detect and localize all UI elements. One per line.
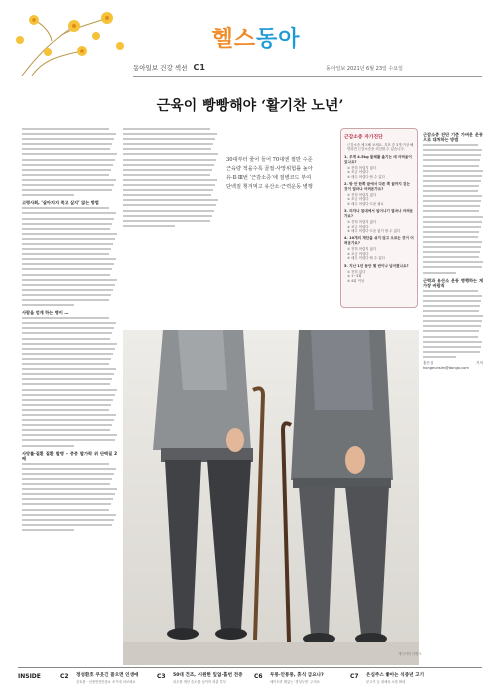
survey-title: 근감소증 자가진단 (344, 135, 383, 140)
text-line (123, 148, 211, 150)
survey-option: ② 조금 어렵다 (347, 197, 369, 202)
text-line (22, 368, 116, 370)
text-line (22, 289, 113, 291)
text-line (22, 473, 114, 475)
text-line (22, 322, 116, 324)
body-text-block (22, 128, 117, 196)
survey-option: ① 전혀 어렵지 않다 (347, 247, 377, 252)
text-line (423, 261, 483, 263)
dateline: 동아일보 2021년 6월 23일 수요일 (326, 66, 403, 72)
text-line (123, 174, 210, 176)
text-line (423, 315, 483, 317)
text-line (22, 419, 114, 421)
text-line (22, 233, 117, 235)
byline: 홍은심 기자 hongeunsim@donga.com (423, 361, 483, 371)
survey-option: ① 전혀 어렵지 않다 (347, 193, 377, 198)
text-line (22, 253, 109, 255)
elderly-couple-photo (123, 330, 419, 665)
text-line (123, 204, 216, 206)
text-line (123, 194, 211, 196)
column-subhead: 사람을 얻게 하는 병이 … (22, 310, 69, 316)
text-line (22, 304, 74, 306)
text-line (423, 144, 478, 146)
deck-line: 30대부터 줄어 들어 70대엔 절반 수준 (226, 157, 313, 163)
inside-item-title: 두통·안통통, 휴식 급요나? (270, 673, 324, 678)
text-line (22, 524, 112, 526)
inside-item-page: C6 (254, 673, 263, 680)
text-line (423, 266, 482, 268)
flower-illustration (12, 6, 132, 76)
text-line (123, 128, 210, 130)
text-line (22, 194, 74, 196)
text-line (423, 241, 482, 243)
inside-item-page: C3 (157, 673, 166, 680)
survey-option: ③ 4회 이상 (347, 278, 365, 283)
text-line (22, 353, 113, 355)
text-line (22, 378, 112, 380)
text-line (423, 246, 481, 248)
text-line (22, 373, 114, 375)
survey-option: ② 조금 어렵다 (347, 251, 369, 256)
masthead-title (196, 22, 316, 53)
text-line (22, 138, 114, 140)
text-line (123, 179, 217, 181)
text-line (22, 363, 109, 365)
text-line (423, 170, 483, 172)
text-line (123, 133, 217, 135)
text-line (423, 195, 482, 197)
text-line (22, 394, 115, 396)
survey-question: 3. 의자나 침대에서 일어나기 얼마나 어려운가요? (344, 209, 414, 219)
text-line (22, 343, 117, 345)
text-line (22, 179, 116, 181)
text-line (22, 317, 109, 319)
text-line (123, 225, 175, 227)
inside-item-title: 은심주스 좋아는 식중년 고기 (366, 673, 425, 678)
text-line (423, 256, 479, 258)
column-subhead: 고령사회, ‘살아지지 죽고 싶지’ 않는 방법 (22, 200, 99, 206)
text-line (423, 190, 478, 192)
survey-option: ① 전혀 어렵지 않다 (347, 165, 377, 170)
text-line (22, 268, 112, 270)
text-line (123, 215, 212, 217)
body-text-block (123, 128, 218, 227)
text-line (22, 184, 114, 186)
text-line (22, 483, 110, 485)
text-line (22, 153, 117, 155)
text-line (22, 383, 110, 385)
deck-line: 근육량 적을수록 골절·사망위험률 높아 (226, 166, 313, 172)
text-line (22, 218, 114, 220)
text-line (423, 205, 480, 207)
text-line (22, 434, 117, 436)
survey-option: ③ 매우 어렵다·할 수 없다 (347, 256, 385, 261)
text-line (22, 463, 109, 465)
text-line (22, 174, 109, 176)
body-text-block (22, 207, 117, 306)
inside-item-title: 50대 건조, 시원한 잎없·흡번 전증 (173, 673, 243, 678)
article-column-2 (123, 128, 218, 328)
text-line (22, 238, 115, 240)
inside-label: INSIDE (18, 673, 41, 680)
body-text-block (22, 317, 117, 446)
survey-option: ② 조금 어렵다 (347, 224, 369, 229)
text-line (22, 299, 109, 301)
survey-option: ③ 매우 어렵다·할 수 없다 (347, 174, 385, 179)
text-line (123, 159, 216, 161)
inside-item-page: C2 (60, 673, 69, 680)
text-line (22, 514, 116, 516)
text-line (423, 175, 482, 177)
text-line (22, 358, 111, 360)
text-line (423, 180, 481, 182)
body-text-block (22, 463, 117, 531)
column-subhead: 근감소증 진단 기준 가벼운 운동으로 대처하는 방법 (423, 132, 483, 143)
inside-item-subtitle: 피우를 개선 습도를 낮이어 외출 부부 (173, 680, 227, 684)
text-line (22, 128, 109, 130)
inside-item-title: 정성환호 쿠웃긴 꼴으면 인생에 (76, 673, 139, 678)
section-label: 동아일보 건강 섹션 (133, 64, 188, 72)
inside-item[interactable] (254, 670, 346, 688)
survey-question: 4. 10개의 계단을 쉬지 않고 오르는 것이 어려운가요? (344, 236, 414, 246)
body-text-block (423, 290, 483, 358)
body-text-block (423, 144, 483, 273)
text-line (22, 164, 113, 166)
deck-line: 단백질 챙겨먹고 유산소·근력운동 병행 (226, 184, 313, 190)
text-line (22, 429, 110, 431)
text-line (22, 332, 112, 334)
section-line (133, 63, 205, 72)
text-line (423, 226, 481, 228)
footer-divider (18, 667, 482, 668)
article-headline: 근육이 빵빵해야 ‘활기찬 노년’ (156, 98, 344, 114)
text-line (22, 404, 111, 406)
inside-item-subtitle: 문고기 등 대체육 시장 확대 (366, 680, 406, 684)
text-line (123, 169, 212, 171)
text-line (22, 212, 116, 214)
survey-option: ① 전혀 어렵지 않다 (347, 220, 377, 225)
text-line (423, 251, 480, 253)
text-line (423, 272, 456, 274)
text-line (22, 439, 115, 441)
inside-item-page: C7 (350, 673, 359, 680)
text-line (22, 509, 109, 511)
text-line (22, 133, 116, 135)
text-line (423, 216, 483, 218)
text-line (423, 200, 481, 202)
text-line (22, 294, 111, 296)
text-line (123, 210, 214, 212)
text-line (22, 258, 116, 260)
text-line (423, 221, 482, 223)
text-line (423, 336, 478, 338)
text-line (22, 389, 117, 391)
survey-option: ③ 매우 어렵다·도움 없이 할 수 없다 (347, 229, 401, 234)
text-line (22, 445, 74, 447)
column-subhead: 근력과 유산소 운동 병행하는 게 가장 바람직 (423, 277, 483, 288)
text-line (22, 248, 111, 250)
text-line (423, 165, 479, 167)
text-line (22, 279, 117, 281)
text-line (22, 207, 109, 209)
text-line (123, 184, 215, 186)
text-line (22, 488, 117, 490)
text-line (22, 338, 110, 340)
text-line (22, 284, 115, 286)
text-line (123, 153, 218, 155)
page-number: C1 (193, 63, 205, 72)
text-line (423, 231, 479, 233)
masthead-divider (133, 76, 482, 77)
inside-item[interactable] (157, 670, 249, 688)
text-line (22, 223, 112, 225)
text-line (423, 356, 456, 358)
text-line (423, 154, 481, 156)
text-line (423, 310, 479, 312)
text-line (22, 498, 113, 500)
text-line (423, 325, 481, 327)
text-line (22, 409, 109, 411)
text-line (423, 210, 479, 212)
text-line (423, 149, 482, 151)
survey-option: ② 1~3회 (347, 274, 362, 279)
text-line (423, 351, 480, 353)
text-line (123, 189, 213, 191)
column-subhead: 사망률·질환 질환 발병 – 중증 발가락 위 단백질 2배 (22, 450, 117, 461)
text-line (423, 320, 482, 322)
text-line (22, 169, 111, 171)
survey-questions (344, 155, 414, 283)
text-line (22, 274, 110, 276)
article-deck (226, 156, 336, 192)
text-line (423, 330, 479, 332)
masthead-suffix: 동아 (256, 27, 301, 52)
survey-option: ① 전혀 없다 (347, 269, 366, 274)
survey-option: ③ 매우 어렵다·도움 필요 (347, 201, 384, 206)
text-line (22, 399, 113, 401)
text-line (423, 341, 482, 343)
text-line (423, 185, 479, 187)
text-line (22, 424, 112, 426)
text-line (123, 143, 213, 145)
text-line (22, 503, 111, 505)
article-column-1 (22, 128, 117, 648)
text-line (423, 305, 480, 307)
inside-item-subtitle: 메이트만 해있는 ‘경성두통’ 주의보 (270, 680, 320, 684)
text-line (22, 348, 115, 350)
survey-intro: 근감소증 체크해 보세요. 지표 중 3개 이상 해당되면 근감소증을 의심할 수 있습니다. (347, 143, 414, 152)
text-line (423, 159, 480, 161)
text-line (123, 164, 214, 166)
text-line (22, 148, 110, 150)
survey-question: 2. 방 안 한쪽 끝에서 다른 쪽 끝까지 걷는 것이 얼마나 어려운가요? (344, 182, 410, 192)
text-line (123, 220, 210, 222)
deck-line: 유·Ⅱ·Ⅲ번 ‘근감소증’에 질병코드 부여 (226, 175, 312, 181)
text-line (22, 529, 74, 531)
text-line (22, 493, 115, 495)
text-line (423, 236, 478, 238)
masthead-prefix: 헬스 (211, 27, 256, 52)
article-column-3 (423, 128, 483, 648)
inside-item[interactable] (60, 670, 152, 688)
text-line (22, 327, 114, 329)
text-line (423, 346, 481, 348)
text-line (22, 228, 110, 230)
text-line (22, 189, 112, 191)
text-line (22, 143, 112, 145)
text-line (22, 414, 116, 416)
inside-item-subtitle: 신호를 · 신장연건안을요 조기에 의보세요 (76, 680, 136, 684)
text-line (22, 263, 114, 265)
text-line (123, 138, 215, 140)
text-line (423, 295, 482, 297)
inside-item[interactable] (350, 670, 442, 688)
survey-question: 5. 지난 1년 동안 몇 번이나 넘어졌나요? (344, 263, 409, 268)
text-line (22, 159, 115, 161)
text-line (22, 478, 112, 480)
text-line (423, 290, 478, 292)
text-line (22, 243, 113, 245)
survey-question: 1. 무게 4.5kg 물체를 옮기는 데 어려움이 있나요? (344, 154, 412, 164)
photo-caption: 게티이미지뱅크 (398, 652, 422, 656)
text-line (123, 199, 218, 201)
self-diagnosis-box (340, 128, 418, 308)
survey-option: ② 조금 어렵다 (347, 170, 369, 175)
text-line (22, 519, 114, 521)
text-line (423, 300, 481, 302)
text-line (22, 468, 116, 470)
